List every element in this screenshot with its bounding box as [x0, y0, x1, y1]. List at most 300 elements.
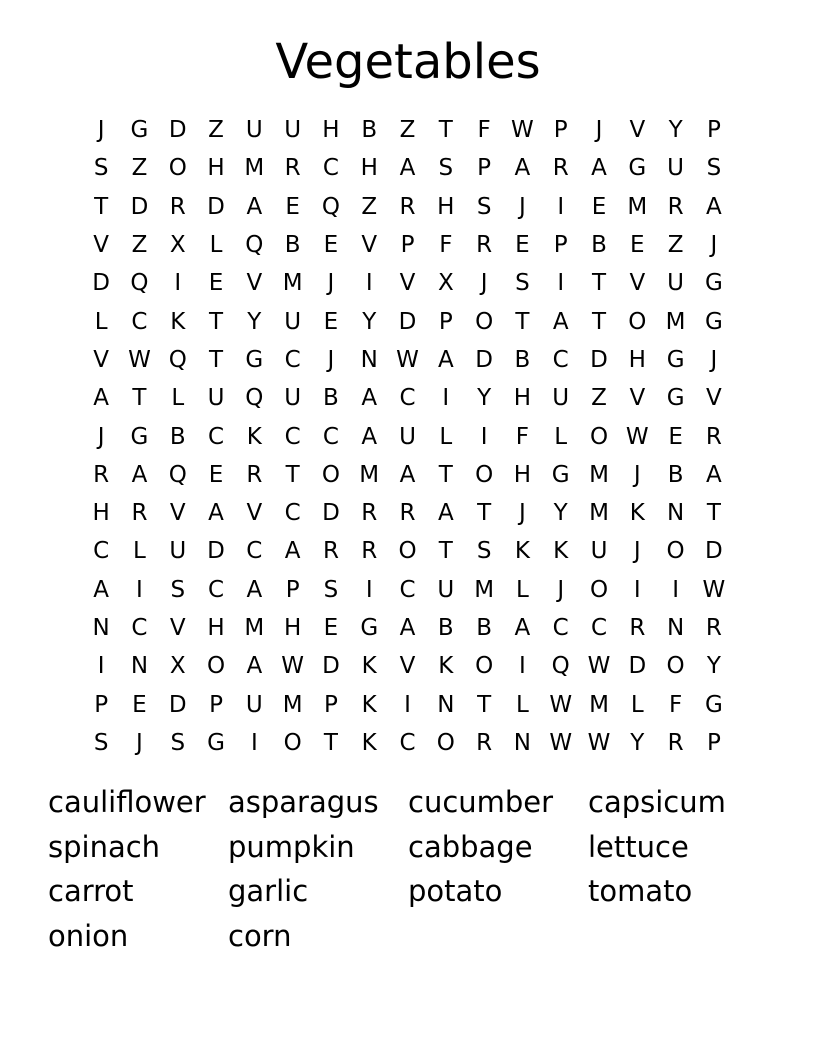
grid-letter[interactable]: N — [437, 691, 455, 718]
grid-letter[interactable]: L — [133, 538, 146, 565]
grid-letter[interactable]: D — [207, 538, 225, 565]
grid-letter[interactable]: P — [209, 691, 223, 718]
grid-letter[interactable]: A — [399, 155, 416, 182]
grid-letter[interactable]: L — [171, 385, 185, 412]
grid-letter[interactable]: Z — [591, 385, 607, 412]
grid-letter[interactable]: R — [284, 155, 301, 182]
grid-letter[interactable]: A — [399, 615, 416, 641]
grid-letter[interactable]: T — [94, 193, 109, 220]
grid-letter[interactable]: I — [672, 576, 679, 603]
grid-letter[interactable]: A — [514, 615, 531, 641]
grid-letter[interactable]: T — [591, 308, 607, 335]
grid-letter[interactable]: Q — [245, 232, 264, 259]
grid-letter[interactable]: E — [630, 232, 645, 259]
grid-letter[interactable]: N — [360, 346, 378, 373]
word-list-item: cauliflower — [48, 785, 206, 819]
grid-letter[interactable]: E — [208, 461, 224, 488]
grid-letter[interactable]: K — [629, 500, 645, 527]
grid-letter[interactable]: C — [399, 385, 416, 412]
grid-letter[interactable]: C — [552, 346, 569, 373]
grid-letter[interactable]: G — [628, 155, 647, 182]
grid-letter[interactable]: T — [209, 346, 224, 373]
grid-letter[interactable]: J — [327, 346, 335, 373]
grid-letter[interactable]: C — [399, 576, 416, 603]
grid-letter[interactable]: W — [511, 117, 534, 144]
grid-letter[interactable]: K — [438, 653, 454, 680]
grid-letter[interactable]: M — [665, 308, 686, 335]
grid-letter[interactable]: C — [552, 615, 569, 641]
grid-letter[interactable]: I — [136, 576, 143, 603]
grid-letter[interactable]: W — [587, 653, 611, 680]
grid-letter[interactable]: M — [244, 155, 265, 182]
word-list-item: onion — [48, 918, 129, 953]
grid-letter[interactable]: G — [704, 270, 723, 297]
grid-letter[interactable]: A — [93, 385, 110, 412]
grid-letter[interactable]: D — [130, 193, 149, 220]
grid-letter[interactable]: O — [321, 461, 340, 488]
grid-letter[interactable]: W — [549, 691, 573, 718]
grid-letter[interactable]: D — [475, 346, 493, 373]
grid-letter[interactable]: S — [515, 270, 530, 297]
grid-letter[interactable]: Y — [630, 729, 645, 756]
grid-letter[interactable]: V — [629, 117, 646, 144]
grid-letter[interactable]: U — [399, 423, 416, 450]
grid-letter[interactable]: U — [284, 117, 302, 144]
grid-letter[interactable]: C — [246, 538, 263, 565]
grid-letter[interactable]: R — [399, 193, 416, 220]
grid-letter[interactable]: R — [705, 423, 722, 450]
grid-letter[interactable]: K — [361, 729, 377, 756]
grid-letter[interactable]: B — [437, 615, 454, 641]
grid-letter[interactable]: Y — [362, 308, 377, 335]
grid-letter[interactable]: K — [361, 691, 377, 718]
grid-letter[interactable]: Y — [668, 117, 683, 144]
grid-letter[interactable]: I — [519, 653, 526, 680]
grid-letter[interactable]: G — [666, 385, 685, 412]
grid-letter[interactable]: P — [553, 232, 568, 259]
grid-letter[interactable]: B — [476, 615, 492, 641]
grid-letter[interactable]: A — [437, 346, 454, 373]
grid-letter[interactable]: V — [93, 232, 110, 259]
grid-letter[interactable]: W — [587, 729, 611, 756]
grid-letter[interactable]: I — [442, 385, 450, 412]
grid-letter[interactable]: Z — [399, 117, 416, 144]
grid-letter[interactable]: C — [399, 729, 416, 756]
grid-letter[interactable]: Q — [130, 270, 149, 297]
grid-letter[interactable]: J — [327, 270, 335, 297]
grid-letter[interactable]: D — [168, 691, 187, 718]
grid-letter[interactable]: R — [399, 500, 416, 527]
grid-letter[interactable]: J — [136, 729, 143, 756]
grid-letter[interactable]: T — [285, 461, 300, 488]
grid-letter[interactable]: M — [589, 461, 609, 488]
grid-letter[interactable]: P — [477, 155, 492, 182]
grid-letter[interactable]: D — [322, 653, 340, 680]
grid-letter[interactable]: E — [323, 232, 339, 259]
grid-letter[interactable]: R — [361, 538, 378, 565]
grid-letter[interactable]: S — [170, 576, 186, 603]
grid-letter[interactable]: D — [705, 538, 723, 565]
grid-letter[interactable]: S — [438, 155, 454, 182]
grid-letter[interactable]: B — [667, 461, 684, 488]
grid-letter[interactable]: O — [666, 653, 685, 680]
grid-letter[interactable]: C — [131, 308, 148, 335]
grid-letter[interactable]: C — [284, 423, 301, 450]
grid-letter[interactable]: C — [322, 155, 339, 182]
grid-letter[interactable]: N — [666, 500, 685, 527]
grid-letter[interactable]: T — [477, 691, 492, 718]
grid-letter[interactable]: I — [250, 729, 258, 756]
grid-letter[interactable]: W — [549, 729, 573, 756]
grid-letter[interactable]: A — [131, 461, 148, 488]
grid-letter[interactable]: J — [480, 270, 488, 297]
word-list-item: cucumber — [408, 785, 554, 819]
grid-letter[interactable]: R — [705, 615, 722, 641]
grid-letter[interactable]: H — [513, 385, 532, 412]
grid-letter[interactable]: G — [666, 346, 685, 373]
grid-letter[interactable]: H — [207, 155, 225, 182]
grid-letter[interactable]: A — [514, 155, 531, 182]
grid-letter[interactable]: B — [169, 423, 186, 450]
grid-letter[interactable]: R — [169, 193, 186, 220]
grid-letter[interactable]: H — [513, 461, 532, 488]
grid-letter[interactable]: C — [93, 538, 110, 565]
grid-letter[interactable]: C — [284, 500, 301, 527]
grid-letter[interactable]: H — [92, 500, 110, 527]
grid-letter[interactable]: M — [282, 691, 303, 718]
grid-letter[interactable]: A — [706, 193, 722, 220]
grid-letter[interactable]: R — [629, 615, 646, 641]
grid-letter[interactable]: M — [627, 193, 648, 220]
grid-letter[interactable]: P — [94, 691, 109, 718]
grid-letter[interactable]: R — [361, 500, 378, 527]
grid-letter[interactable]: O — [475, 461, 494, 488]
grid-letter[interactable]: O — [589, 423, 609, 450]
grid-letter[interactable]: R — [667, 729, 684, 756]
grid-letter[interactable]: E — [515, 232, 530, 259]
grid-letter[interactable]: Q — [245, 385, 264, 412]
grid-letter[interactable]: G — [360, 615, 379, 641]
grid-letter[interactable]: T — [477, 500, 492, 527]
grid-letter[interactable]: C — [131, 615, 148, 641]
grid-letter[interactable]: U — [245, 691, 263, 718]
word-list-item: asparagus — [228, 785, 379, 819]
grid-letter[interactable]: P — [706, 729, 721, 756]
grid-letter[interactable]: U — [207, 385, 225, 412]
grid-letter[interactable]: I — [97, 653, 105, 680]
grid-letter[interactable]: H — [322, 117, 340, 144]
grid-letter[interactable]: I — [174, 270, 182, 297]
grid-letter[interactable]: H — [437, 193, 455, 220]
grid-letter[interactable]: X — [169, 232, 186, 259]
grid-letter[interactable]: T — [323, 729, 338, 756]
grid-letter[interactable]: V — [169, 500, 186, 527]
grid-letter[interactable]: S — [706, 155, 722, 182]
grid-letter[interactable]: L — [630, 691, 644, 718]
grid-letter[interactable]: T — [132, 385, 147, 412]
grid-letter[interactable]: A — [591, 155, 607, 182]
grid-letter[interactable]: T — [591, 270, 607, 297]
grid-letter[interactable]: B — [284, 232, 301, 259]
grid-letter[interactable]: G — [245, 346, 264, 373]
grid-letter[interactable]: E — [668, 423, 683, 450]
grid-letter[interactable]: L — [516, 691, 529, 718]
grid-letter[interactable]: C — [322, 423, 339, 450]
grid-letter[interactable]: L — [439, 423, 453, 450]
grid-letter[interactable]: E — [323, 615, 339, 641]
grid-letter[interactable]: Y — [553, 500, 568, 527]
grid-letter[interactable]: A — [246, 193, 263, 220]
grid-letter[interactable]: L — [209, 232, 223, 259]
word-list-item: spinach — [48, 829, 161, 864]
grid-letter[interactable]: F — [439, 232, 453, 259]
grid-letter[interactable]: O — [283, 729, 302, 756]
grid-letter[interactable]: Q — [168, 346, 187, 373]
grid-letter[interactable]: V — [629, 385, 646, 412]
grid-letter[interactable]: T — [706, 500, 721, 527]
grid-letter[interactable]: K — [361, 653, 377, 680]
grid-letter[interactable]: P — [323, 691, 338, 718]
grid-letter[interactable]: D — [207, 193, 225, 220]
grid-letter[interactable]: Z — [131, 155, 148, 182]
grid-letter[interactable]: T — [438, 461, 453, 488]
grid-letter[interactable]: D — [398, 308, 417, 335]
grid-letter[interactable]: T — [515, 308, 530, 335]
word-list-item: carrot — [48, 874, 134, 908]
grid-letter[interactable]: V — [629, 270, 646, 297]
grid-letter[interactable]: E — [208, 270, 224, 297]
grid-letter[interactable]: O — [475, 308, 494, 335]
word-list-item: potato — [408, 874, 503, 908]
grid-letter[interactable]: T — [209, 308, 224, 335]
grid-letter[interactable]: V — [246, 500, 263, 527]
grid-letter[interactable]: V — [706, 385, 722, 412]
grid-letter[interactable]: G — [207, 729, 225, 756]
grid-letter[interactable]: A — [93, 576, 110, 603]
grid-letter[interactable]: O — [589, 576, 609, 603]
grid-letter[interactable]: I — [365, 270, 373, 297]
grid-letter[interactable]: J — [595, 117, 603, 144]
grid-letter[interactable]: F — [515, 423, 530, 450]
grid-letter[interactable]: H — [283, 615, 302, 641]
grid-letter[interactable]: A — [361, 423, 378, 450]
grid-letter[interactable]: W — [625, 423, 649, 450]
grid-letter[interactable]: I — [365, 576, 373, 603]
grid-letter[interactable]: W — [128, 346, 151, 373]
grid-letter[interactable]: O — [206, 653, 226, 680]
grid-letter[interactable]: W — [396, 346, 419, 373]
grid-letter[interactable]: M — [282, 270, 303, 297]
grid-letter[interactable]: X — [169, 653, 186, 680]
grid-letter[interactable]: V — [399, 270, 416, 297]
grid-letter[interactable]: S — [170, 729, 186, 756]
grid-letter[interactable]: O — [475, 653, 494, 680]
grid-letter[interactable]: J — [519, 500, 526, 527]
grid-letter[interactable]: R — [476, 729, 493, 756]
grid-letter[interactable]: M — [244, 615, 265, 641]
grid-letter[interactable]: F — [668, 691, 683, 718]
word-list-item: cabbage — [408, 829, 533, 864]
grid-letter[interactable]: Z — [208, 117, 224, 144]
grid-letter[interactable]: A — [361, 385, 378, 412]
grid-letter[interactable]: D — [628, 653, 647, 680]
grid-letter[interactable]: K — [514, 538, 530, 565]
word-list-item: pumpkin — [228, 829, 355, 864]
grid-letter[interactable]: V — [93, 346, 110, 373]
grid-letter[interactable]: J — [557, 576, 565, 603]
grid-letter[interactable]: M — [474, 576, 495, 603]
grid-letter[interactable]: P — [438, 308, 453, 335]
grid-letter[interactable]: M — [589, 691, 609, 718]
grid-letter[interactable]: E — [591, 193, 607, 220]
grid-letter[interactable]: G — [130, 117, 149, 144]
grid-letter[interactable]: K — [553, 538, 569, 565]
grid-letter[interactable]: E — [323, 308, 339, 335]
grid-letter[interactable]: Z — [361, 193, 378, 220]
grid-letter[interactable]: I — [557, 270, 565, 297]
grid-letter[interactable]: A — [437, 500, 454, 527]
grid-letter[interactable]: G — [130, 423, 149, 450]
grid-letter[interactable]: U — [552, 385, 570, 412]
grid-letter[interactable]: R — [552, 155, 569, 182]
grid-letter[interactable]: R — [476, 232, 493, 259]
grid-letter[interactable]: U — [667, 155, 685, 182]
grid-letter[interactable]: A — [706, 461, 722, 488]
grid-letter[interactable]: P — [400, 232, 415, 259]
grid-letter[interactable]: M — [589, 500, 609, 527]
grid-letter[interactable]: O — [436, 729, 455, 756]
grid-letter[interactable]: A — [208, 500, 224, 527]
grid-letter[interactable]: O — [666, 538, 685, 565]
grid-letter[interactable]: U — [169, 538, 187, 565]
grid-letter[interactable]: O — [168, 155, 187, 182]
grid-letter[interactable]: B — [323, 385, 339, 412]
grid-letter[interactable]: J — [97, 423, 105, 450]
grid-letter[interactable]: L — [554, 423, 568, 450]
grid-letter[interactable]: Z — [667, 232, 684, 259]
grid-letter[interactable]: P — [706, 117, 721, 144]
grid-letter[interactable]: Q — [168, 461, 187, 488]
grid-letter[interactable]: J — [519, 193, 526, 220]
grid-letter[interactable]: W — [281, 653, 304, 680]
grid-letter[interactable]: I — [404, 691, 411, 718]
grid-letter[interactable]: R — [667, 193, 684, 220]
grid-letter[interactable]: H — [628, 346, 646, 373]
grid-letter[interactable]: C — [590, 615, 608, 641]
grid-letter[interactable]: G — [551, 461, 570, 488]
grid-letter[interactable]: C — [284, 346, 301, 373]
grid-letter[interactable]: O — [398, 538, 417, 565]
grid-letter[interactable]: Y — [247, 308, 262, 335]
grid-letter[interactable]: J — [710, 346, 718, 373]
grid-letter[interactable]: R — [131, 500, 148, 527]
grid-letter[interactable]: T — [438, 117, 453, 144]
grid-letter[interactable]: U — [284, 385, 302, 412]
grid-letter[interactable]: Q — [551, 653, 570, 680]
grid-letter[interactable]: V — [169, 615, 186, 641]
grid-letter[interactable]: Y — [706, 653, 721, 680]
grid-letter[interactable]: U — [437, 576, 455, 603]
grid-letter[interactable]: P — [285, 576, 300, 603]
grid-letter[interactable]: H — [360, 155, 378, 182]
grid-letter[interactable]: T — [438, 538, 453, 565]
grid-letter[interactable]: H — [207, 615, 225, 641]
grid-letter[interactable]: J — [97, 117, 105, 144]
grid-letter[interactable]: R — [246, 461, 263, 488]
grid-letter[interactable]: O — [628, 308, 647, 335]
grid-letter[interactable]: D — [322, 500, 340, 527]
grid-letter[interactable]: U — [590, 538, 608, 565]
grid-letter[interactable]: D — [92, 270, 110, 297]
grid-letter[interactable]: S — [323, 576, 339, 603]
grid-letter[interactable]: J — [633, 461, 641, 488]
grid-letter[interactable]: A — [552, 308, 569, 335]
grid-letter[interactable]: J — [710, 232, 718, 259]
grid-letter[interactable]: F — [477, 117, 491, 144]
grid-letter[interactable]: K — [170, 308, 186, 335]
grid-letter[interactable]: S — [93, 729, 109, 756]
grid-letter[interactable]: R — [93, 461, 110, 488]
grid-letter[interactable]: S — [93, 155, 109, 182]
grid-letter[interactable]: N — [130, 653, 149, 680]
grid-letter[interactable]: U — [284, 308, 302, 335]
grid-letter[interactable]: N — [92, 615, 110, 641]
grid-letter[interactable]: S — [476, 538, 492, 565]
grid-letter[interactable]: P — [553, 117, 568, 144]
word-list-item: corn — [228, 918, 292, 953]
grid-letter[interactable]: C — [208, 423, 225, 450]
grid-letter[interactable]: R — [322, 538, 339, 565]
grid-letter[interactable]: I — [633, 576, 641, 603]
grid-letter[interactable]: D — [590, 346, 608, 373]
grid-letter[interactable]: Z — [131, 232, 148, 259]
grid-letter[interactable]: E — [132, 691, 147, 718]
grid-letter[interactable]: E — [285, 193, 300, 220]
grid-letter[interactable]: Y — [477, 385, 492, 412]
grid-letter[interactable]: K — [246, 423, 262, 450]
grid-letter[interactable]: X — [437, 270, 454, 297]
grid-letter[interactable]: L — [94, 308, 108, 335]
grid-letter[interactable]: I — [480, 423, 488, 450]
grid-letter[interactable]: I — [557, 193, 565, 220]
grid-letter[interactable]: S — [476, 193, 492, 220]
grid-letter[interactable]: N — [666, 615, 685, 641]
grid-letter[interactable]: C — [208, 576, 225, 603]
grid-letter[interactable]: B — [591, 232, 607, 259]
grid-letter[interactable]: B — [361, 117, 378, 144]
grid-letter[interactable]: V — [246, 270, 263, 297]
puzzle-title: Vegetables — [275, 34, 541, 90]
grid-letter[interactable]: A — [284, 538, 301, 565]
grid-letter[interactable]: B — [514, 346, 531, 373]
grid-letter[interactable]: U — [245, 117, 263, 144]
grid-letter[interactable]: Q — [321, 193, 340, 220]
grid-letter[interactable]: G — [704, 691, 723, 718]
grid-letter[interactable]: N — [513, 729, 532, 756]
grid-letter[interactable]: J — [633, 538, 641, 565]
grid-letter[interactable]: D — [168, 117, 187, 144]
grid-letter[interactable]: M — [359, 461, 380, 488]
grid-letter[interactable]: W — [702, 576, 726, 603]
grid-letter[interactable]: V — [361, 232, 378, 259]
grid-letter[interactable]: V — [399, 653, 416, 680]
grid-letter[interactable]: G — [704, 308, 723, 335]
grid-letter[interactable]: U — [667, 270, 685, 297]
grid-letter[interactable]: A — [246, 653, 263, 680]
grid-letter[interactable]: A — [246, 576, 263, 603]
grid-letter[interactable]: A — [399, 461, 416, 488]
grid-letter[interactable]: L — [516, 576, 529, 603]
